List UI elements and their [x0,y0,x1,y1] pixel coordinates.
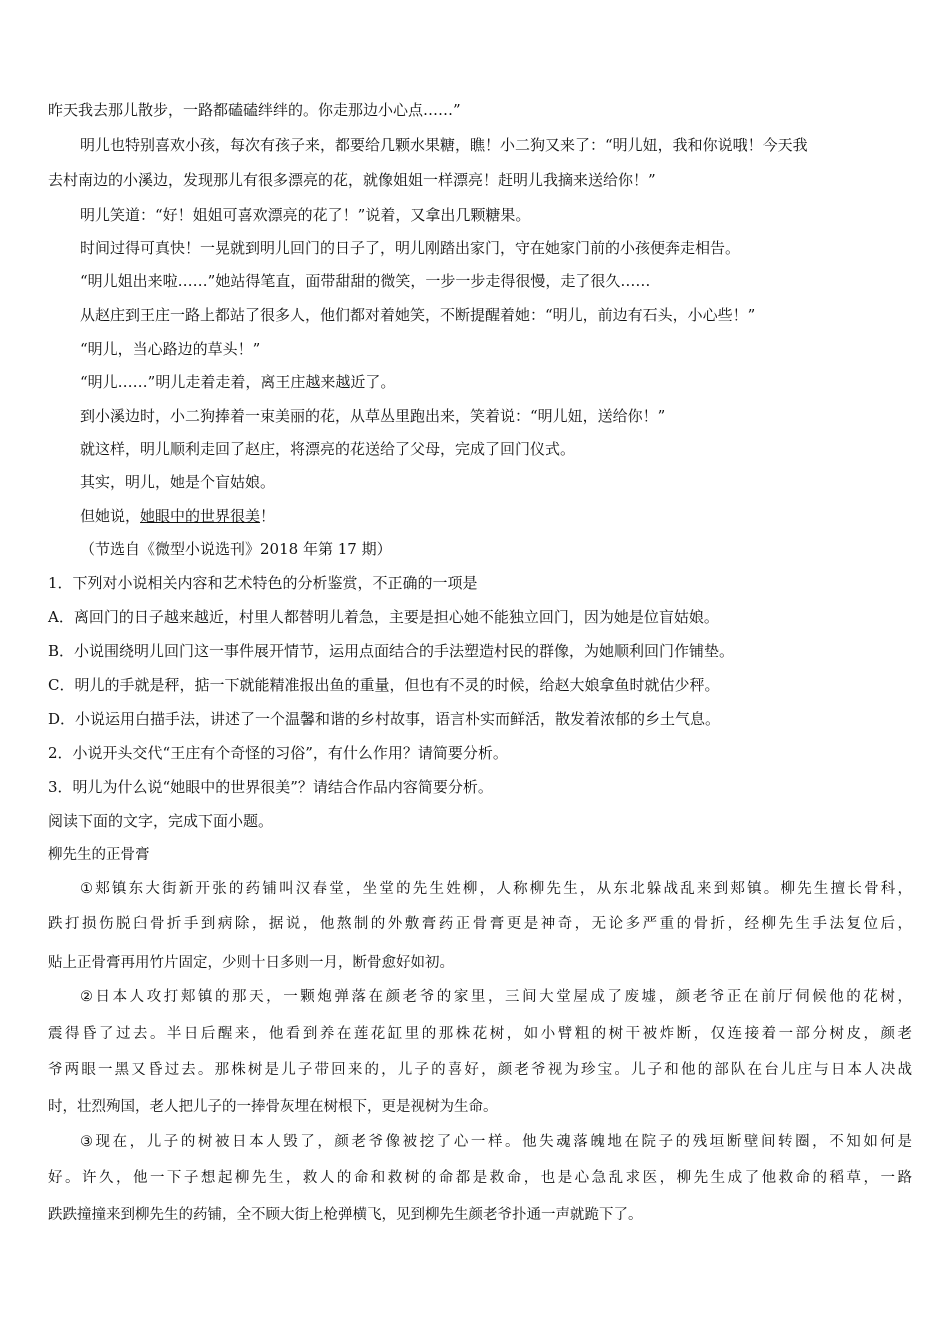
story-paragraph: 时间过得可真快！一晃就到明儿回门的日子了，明儿刚踏出家门，守在她家门前的小孩便奔走相告。 [80,239,741,257]
story-title: 柳先生的正骨膏 [48,847,150,863]
story-paragraph-continued: 跌打损伤脱臼骨折手到病除，据说，他熬制的外敷膏药正骨膏更是神奇，无论多严重的骨折，经柳先生手法复位后， [48,916,912,932]
story-paragraph-continued: 去村南边的小溪边，发现那儿有很多漂亮的花，就像姐姐一样漂亮！赶明儿我摘来送给你！” [48,171,656,189]
source-citation: （节选自《微型小说选刊》2018 年第 17 期） [80,540,392,558]
story-paragraph: 就这样，明儿顺利走回了赵庄，将漂亮的花送给了父母，完成了回门仪式。 [80,440,576,458]
option-a: A．离回门的日子越来越近，村里人都替明儿着急，主要是担心她不能独立回门，因为她是位盲姑娘。 [48,608,719,626]
story-paragraph: 其实，明儿，她是个盲姑娘。 [80,473,276,491]
closing-prefix: 但她说， [80,507,141,525]
underlined-phrase: 她眼中的世界很美 [140,507,261,525]
story-paragraph-continued: 时，壮烈殉国，老人把儿子的一捧骨灰埋在树根下，更是视树为生命。 [48,1099,498,1115]
question-3: 3．明儿为什么说“她眼中的世界很美”？请结合作品内容简要分析。 [48,778,493,796]
story-paragraph-continued: 爷两眼一黑又昏过去。那株树是儿子带回来的，儿子的喜好，颜老爷视为珍宝。儿子和他的部队在台儿庄与日本人决战 [48,1062,912,1078]
story-paragraph: ②日本人攻打郏镇的那天，一颗炮弹落在颜老爷的家里，三间大堂屋成了废墟，颜老爷正在前厅伺候他的花树， [80,989,912,1005]
reading-instruction: 阅读下面的文字，完成下面小题。 [48,812,274,830]
story-closing-line [80,506,910,526]
story-paragraph: 明儿也特别喜欢小孩，每次有孩子来，都要给几颗水果糖，瞧！小二狗又来了：“明儿妞，我和你说哦！今天我 [80,136,808,154]
story-paragraph: “明儿……”明儿走着走着，离王庄越来越近了。 [80,373,396,391]
story-paragraph-continued: 震得昏了过去。半日后醒来，他看到养在莲花缸里的那株花树，如小臂粗的树干被炸断，仅连接着一部分树皮，颜老 [48,1026,912,1042]
closing-suffix: ！ [260,507,276,525]
option-d: D．小说运用白描手法，讲述了一个温馨和谐的乡村故事，语言朴实而鲜活，散发着浓郁的乡土气息。 [48,710,721,728]
story-paragraph: 昨天我去那儿散步，一路都磕磕绊绊的。你走那边小心点……” [48,101,461,119]
option-b: B．小说围绕明儿回门这一事件展开情节，运用点面结合的手法塑造村民的群像，为她顺利回门作铺垫。 [48,642,735,660]
story-paragraph: ①郏镇东大街新开张的药铺叫汉春堂，坐堂的先生姓柳，人称柳先生，从东北躲战乱来到郏镇。柳先生擅长骨科， [80,881,912,897]
story-paragraph: 明儿笑道：“好！姐姐可喜欢漂亮的花了！”说着，又拿出几颗糖果。 [80,206,531,224]
story-paragraph: 从赵庄到王庄一路上都站了很多人，他们都对着她笑，不断提醒着她：“明儿，前边有石头，小心些！” [80,306,756,324]
story-paragraph-continued: 贴上正骨膏再用竹片固定，少则十日多则一月，断骨愈好如初。 [48,955,454,971]
story-paragraph: ③现在，儿子的树被日本人毁了，颜老爷像被挖了心一样。他失魂落魄地在院子的残垣断壁间转圈，不知如何是 [80,1134,912,1150]
option-c: C．明儿的手就是秤，掂一下就能精准报出鱼的重量，但也有不灵的时候，给赵大娘拿鱼时就估少秤。 [48,676,720,694]
story-paragraph-continued: 好。许久，他一下子想起柳先生，救人的命和救树的命都是救命，也是心急乱求医，柳先生成了他救命的稻草，一路 [48,1170,912,1186]
question-2: 2．小说开头交代“王庄有个奇怪的习俗”，有什么作用？请简要分析。 [48,744,508,762]
question-1: 1．下列对小说相关内容和艺术特色的分析鉴赏，不正确的一项是 [48,574,478,592]
story-paragraph-continued: 跌跌撞撞来到柳先生的药铺，全不顾大街上枪弹横飞，见到柳先生颜老爷扑通一声就跪下了。 [48,1207,643,1223]
story-paragraph: “明儿姐出来啦……”她站得笔直，面带甜甜的微笑，一步一步走得很慢，走了很久…… [80,272,651,290]
story-paragraph: “明儿，当心路边的草头！” [80,340,261,358]
story-paragraph: 到小溪边时，小二狗捧着一束美丽的花，从草丛里跑出来，笑着说：“明儿妞，送给你！” [80,407,666,425]
